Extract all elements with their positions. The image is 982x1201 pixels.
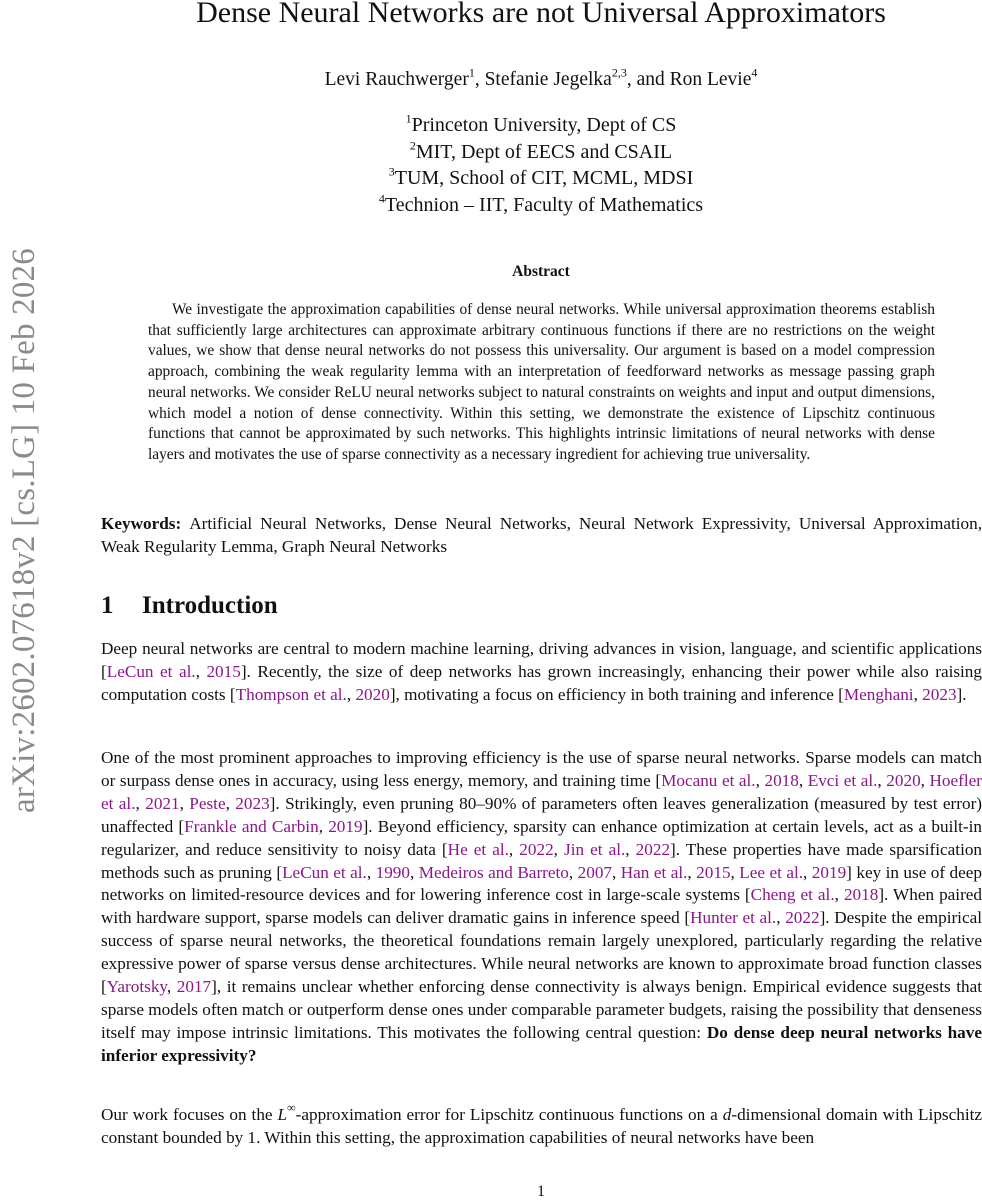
citation-link[interactable]: 2018 <box>764 770 799 790</box>
text-run: ]. Recently, the size of deep networks has grown increasingly, enhancing their power while also raising computation costs [ <box>101 661 982 704</box>
citation-link[interactable]: He et al. <box>447 839 509 859</box>
citation-link[interactable]: Han et al. <box>620 862 688 882</box>
citation-link[interactable]: 2023 <box>922 684 957 704</box>
text-run: , <box>920 770 930 790</box>
citation-link[interactable]: 1990 <box>375 862 410 882</box>
author-affiliation-mark: 4 <box>751 65 758 80</box>
text-run: -dimensional domain with Lipschitz constant bounded by 1. Within this setting, the approximation capabilities of neural networks have been <box>101 1105 982 1147</box>
author-name: Stefanie Jegelka <box>484 69 612 90</box>
affiliation <box>0 192 982 219</box>
text-run: , <box>346 684 356 704</box>
affiliation-text: Technion – IIT, Faculty of Mathematics <box>384 194 704 217</box>
citation-link[interactable]: 2023 <box>235 793 270 813</box>
author-name: Levi Rauchwerger <box>324 69 469 90</box>
text-run: , <box>409 862 419 882</box>
text-run: , <box>834 885 844 905</box>
text-run: , <box>612 862 621 882</box>
text-run: , <box>625 839 636 859</box>
author-separator: , and <box>626 69 670 90</box>
paragraph-2 <box>101 747 982 1068</box>
arxiv-sidebar <box>0 190 48 870</box>
text-run: , <box>687 862 697 882</box>
paragraph-3 <box>101 1100 982 1150</box>
text-run: , <box>798 770 808 790</box>
text-run: , <box>318 816 329 836</box>
section-heading <box>101 589 278 623</box>
citation-link[interactable]: Medeiros and Barreto <box>418 862 569 882</box>
affiliation-text: MIT, Dept of EECS and CSAIL <box>415 140 673 163</box>
text-run: ]. Strikingly, even pruning 80–90% of parameters often leaves generalization (measured by test error) unaffected [ <box>101 793 982 836</box>
citation-link[interactable]: Thompson et al. <box>235 684 347 704</box>
author-affiliation-mark: 1 <box>468 65 475 80</box>
affiliation-mark: 2 <box>409 138 416 153</box>
text-run: , <box>166 977 177 997</box>
page-number: 1 <box>537 1183 545 1200</box>
author-list <box>0 67 982 93</box>
citation-link[interactable]: Hoefler et al. <box>101 770 982 813</box>
text-run: -approximation error for Lipschitz continuous functions on a <box>295 1105 723 1124</box>
abstract-body: We investigate the approximation capabilities of dense neural networks. While universal approximation theorems establish that sufficiently large architectures can approximate arbitrary continuous functions if there are no restrictions on the weight values, we show that dense neural networks do not possess this universality. Our argument is based on a model compression approach, combining the weak regularity lemma with an interpretation of feedforward networks as message passing graph neural networks. We consider ReLU neural networks subject to natural constraints on weights and input and output dimensions, which model a notion of dense connectivity. Within this setting, we demonstrate the existence of Lipschitz continuous functions that cannot be approximated by such networks. This highlights intrinsic limitations of neural networks with dense layers and motivates the use of sparse connectivity as a necessary ingredient for achieving true universality. <box>148 301 935 463</box>
citation-link[interactable]: 2015 <box>696 862 731 882</box>
text-run: ] key in use of deep networks on limited-resource devices and for lowering inference cost in large-scale systems [ <box>101 862 982 905</box>
citation-link[interactable]: 2017 <box>176 977 212 997</box>
citation-link[interactable]: Lee et al. <box>739 862 804 882</box>
author-affiliation-mark: 2,3 <box>611 65 627 80</box>
text-run: , <box>755 770 765 790</box>
math-symbol: d <box>722 1105 732 1124</box>
abstract-heading: Abstract <box>512 263 570 280</box>
text-run: , <box>877 770 887 790</box>
citation-link[interactable]: Jin et al. <box>564 839 626 859</box>
section-number: 1 <box>101 592 114 619</box>
affiliation-list <box>0 112 982 219</box>
text-run: , <box>508 839 520 859</box>
keywords-text: Artificial Neural Networks, Dense Neural Networks, Neural Network Expressivity, Universal Approximation, Weak Regularity Lemma, Graph Neural Networks <box>101 514 982 556</box>
text-run: ]. These properties have made sparsification methods such as pruning [ <box>101 839 982 882</box>
affiliation <box>0 165 982 192</box>
math-symbol: L <box>277 1105 288 1124</box>
author-name: Ron Levie <box>669 69 752 90</box>
text-run: , <box>135 793 146 813</box>
section-title: Introduction <box>142 592 278 619</box>
text-run: One of the most prominent approaches to improving efficiency is the use of sparse neural networks. Sparse models can match or surpass dense ones in accuracy, using less energy, memory, and training time [ <box>101 748 982 790</box>
affiliation-mark: 4 <box>378 191 385 206</box>
text-run: Our work focuses on the <box>101 1105 278 1124</box>
text-run: ], it remains unclear whether enforcing dense connectivity is always benign. Empirical evidence suggests that sparse models often match or outperform dense ones under comparable parameter budgets, raising the possibility that denseness itself may impose intrinsic limitations. This motivates the following central question: <box>101 977 982 1042</box>
text-run: ]. <box>956 684 967 704</box>
keywords-label: Keywords: <box>101 514 182 533</box>
text-run: , <box>225 793 236 813</box>
text-run: ]. Beyond efficiency, sparsity can enhance optimization at certain levels, act as a built-in regularizer, and reduce sensitivity to noisy data [ <box>101 816 982 859</box>
citation-link[interactable]: 2020 <box>886 770 921 790</box>
citation-link[interactable]: 2018 <box>843 885 879 905</box>
text-run: , <box>913 684 923 704</box>
text-run: , <box>195 661 207 681</box>
text-run: ]. Despite the empirical success of sparse neural networks, the theoretical foundations remain largely unexplored, particularly regarding the relative expressive power of sparse versus dense architectures. While neural networks are known to approximate broad function classes [ <box>101 908 982 997</box>
citation-link[interactable]: 2022 <box>785 908 820 928</box>
paragraph-1 <box>101 638 982 707</box>
citation-link[interactable]: Mocanu et al. <box>661 770 756 790</box>
text-run: , <box>553 839 565 859</box>
text-run: , <box>730 862 740 882</box>
citation-link[interactable]: 2022 <box>519 839 554 859</box>
citation-link[interactable]: Evci et al. <box>807 770 878 790</box>
citation-link[interactable]: 2015 <box>206 661 241 681</box>
citation-link[interactable]: LeCun et al. <box>282 862 367 882</box>
text-run: Deep neural networks are central to modern machine learning, driving advances in vision, language, and scientific applications [ <box>101 639 982 681</box>
affiliation-text: Princeton University, Dept of CS <box>411 114 677 136</box>
author-separator: , <box>474 69 485 90</box>
citation-link[interactable]: Menghani <box>843 684 914 704</box>
citation-link[interactable]: Yarotsky <box>106 977 167 997</box>
text-run: , <box>366 862 376 882</box>
text-run: , <box>568 862 578 882</box>
affiliation <box>0 139 982 166</box>
affiliation <box>0 112 982 139</box>
text-run: ]. When paired with hardware support, sparse models can deliver dramatic gains in inference speed [ <box>101 885 982 928</box>
affiliation-mark: 3 <box>388 165 395 180</box>
citation-link[interactable]: 2020 <box>355 684 390 704</box>
citation-link[interactable]: LeCun et al. <box>106 661 196 681</box>
arxiv-identifier: arXiv:2602.07618v2 [cs.LG] 10 Feb 2026 <box>5 247 42 813</box>
text-run: , <box>776 908 786 928</box>
citation-link[interactable]: Peste <box>189 793 226 813</box>
citation-link[interactable]: Cheng et al. <box>750 885 835 905</box>
bold-text: Do dense deep neural networks have inferior expressivity? <box>101 1022 982 1065</box>
citation-link[interactable]: Frankle and Carbin <box>184 816 319 836</box>
citation-link[interactable]: 2022 <box>635 839 671 859</box>
citation-link[interactable]: 2019 <box>811 862 847 882</box>
citation-link[interactable]: 2007 <box>577 862 613 882</box>
citation-link[interactable]: Hunter et al. <box>690 908 777 928</box>
text-run: , <box>179 793 190 813</box>
keywords <box>101 512 982 558</box>
affiliation-mark: 1 <box>405 111 412 126</box>
affiliation-text: TUM, School of CIT, MCML, MDSI <box>394 167 694 190</box>
text-run: ], motivating a focus on efficiency in both training and inference [ <box>389 684 844 704</box>
citation-link[interactable]: 2021 <box>145 793 180 813</box>
citation-link[interactable]: 2019 <box>328 816 363 836</box>
math-superscript: ∞ <box>287 1100 296 1115</box>
text-run: , <box>803 862 812 882</box>
paper-title: Dense Neural Networks are not Universal Approximators <box>196 0 886 29</box>
